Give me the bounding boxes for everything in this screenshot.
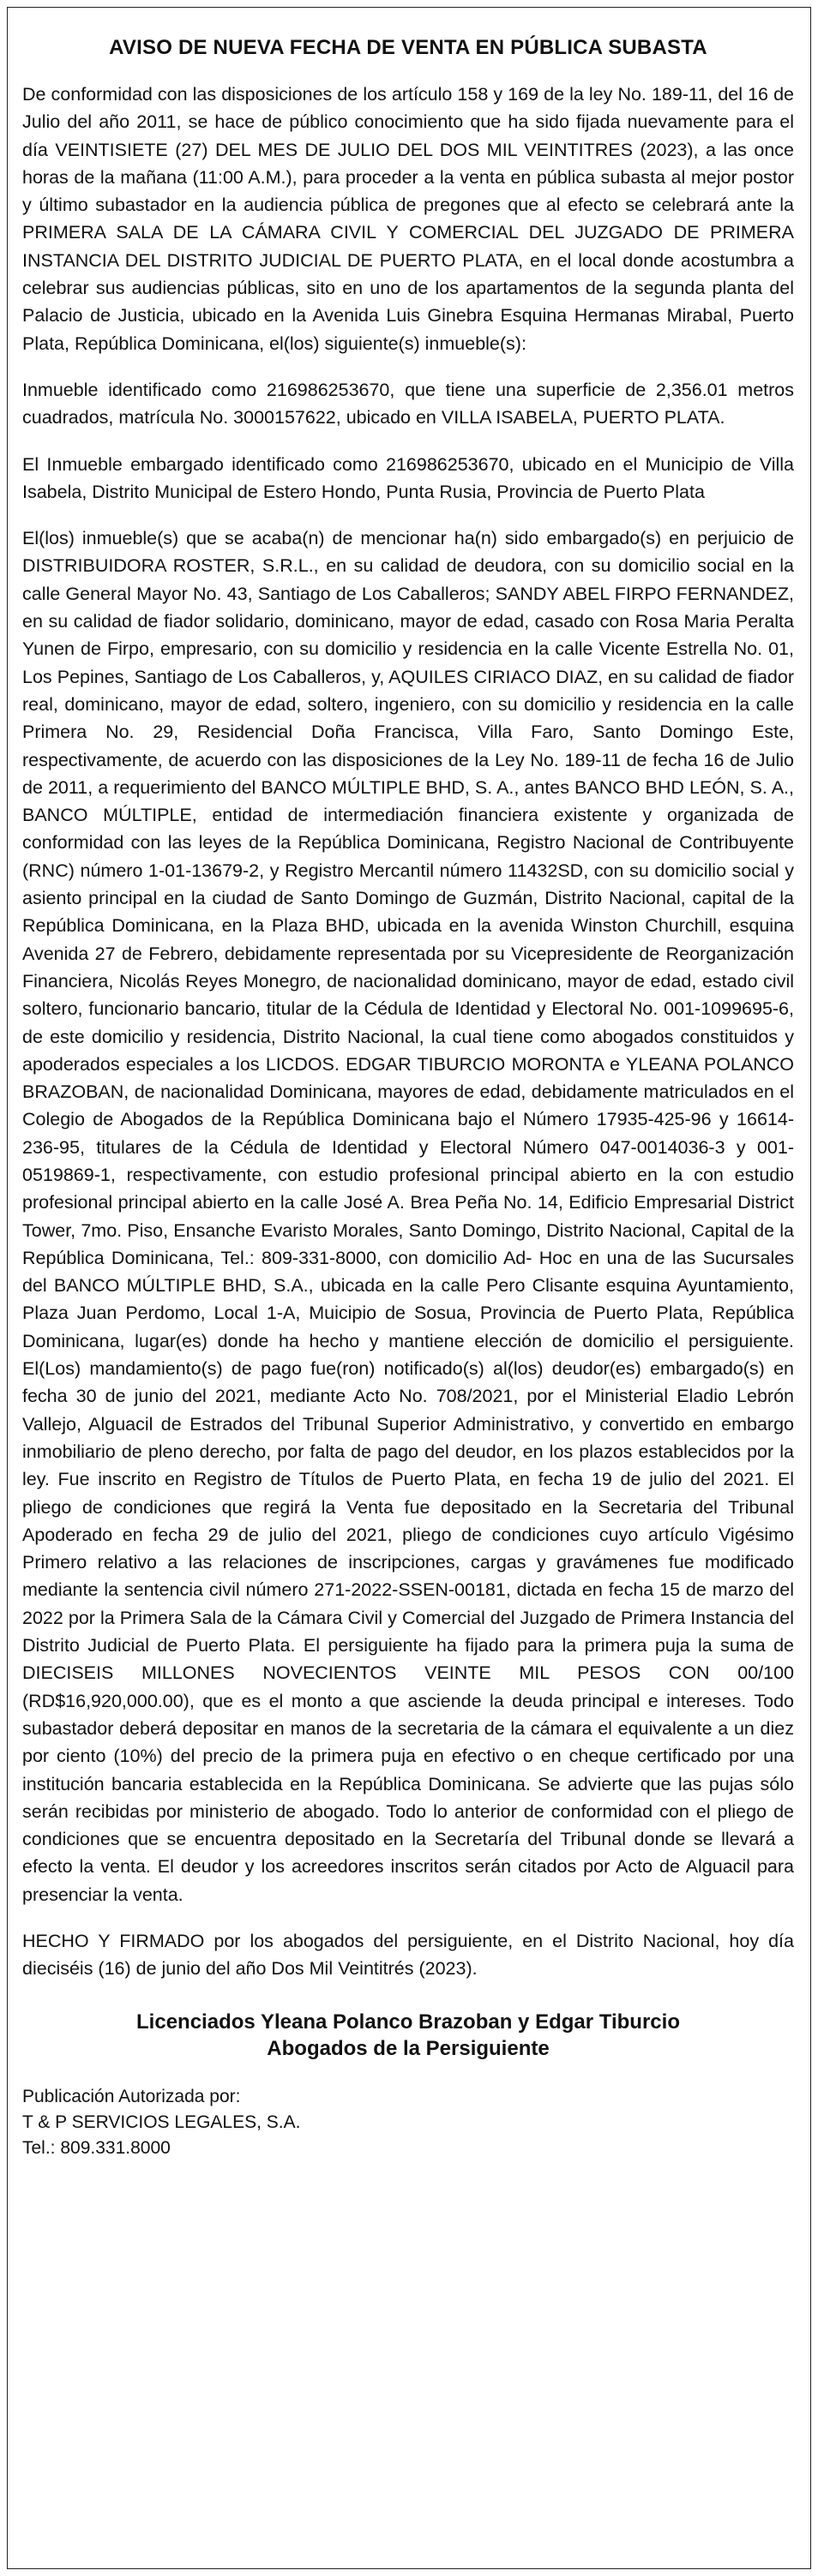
publication-info bbox=[22, 2084, 794, 2161]
signature-block bbox=[22, 2009, 794, 2062]
signature-names: Licenciados Yleana Polanco Brazoban y Edgar Tiburcio bbox=[136, 2010, 680, 2034]
publication-label: Publicación Autorizada por: bbox=[22, 2086, 241, 2106]
notice-title: AVISO DE NUEVA FECHA DE VENTA EN PÚBLICA SUBASTA bbox=[109, 36, 707, 59]
paragraph-signed: HECHO Y FIRMADO por los abogados del persiguiente, en el Distrito Nacional, hoy día dieciséis (16) de junio del año Dos Mil Veintitrés (2023). bbox=[22, 1931, 794, 1980]
paragraph-sale-date: De conformidad con las disposiciones de los artículo 158 y 169 de la ley No. 189-11, del 16 de Julio del año 2011, se hace de público conocimiento que ha sido fijada nuevamente para el día VEINTISIETE (27) DEL MES DE JULIO DEL DOS MIL VEINTITRES (2023), a las once horas de la mañana (11:00 A.M.), para proceder a la venta en pública subasta al mejor postor y último subastador en la audiencia pública de pregones que al efecto se celebrará ante la PRIMERA SALA DE LA CÁMARA CIVIL Y COMERCIAL DEL JUZGADO DE PRIMERA INSTANCIA DEL DISTRITO JUDICIAL DE PUERTO PLATA, en el local donde acostumbra a celebrar sus audiencias públicas, sito en uno de los apartamentos de la segunda planta del Palacio de Justicia, ubicado en la Avenida Luis Ginebra Esquina Hermanas Mirabal, Puerto Plata, República Dominicana, el(los) siguiente(s) inmueble(s): bbox=[22, 84, 794, 354]
legal-notice bbox=[22, 34, 794, 2161]
paragraph-property-id: Inmueble identificado como 216986253670, que tiene una superficie de 2,356.01 metros cuadrados, matrícula No. 3000157622, ubicado en VILLA ISABELA, PUERTO PLATA. bbox=[22, 379, 794, 428]
paragraph-seizure-details: El(los) inmueble(s) que se acaba(n) de mencionar ha(n) sido embargado(s) en perjuicio de DISTRIBUIDORA ROSTER, S.R.L., en su calidad de deudora, con su domicilio social en la calle General Mayor No. 43, Santiago de Los Caballeros; SANDY ABEL FIRPO FERNANDEZ, en su calidad de fiador solidario, dominicano, mayor de edad, casado con Rosa Maria Peralta Yunen de Firpo, empresario, con su domicilio y residencia en la calle Vicente Estrella No. 01, Los Pepines, Santiago de Los Caballeros, y, AQUILES CIRIACO DIAZ, en su calidad de fiador real, dominicano, mayor de edad, soltero, ingeniero, con su domicilio y residencia en la calle Primera No. 29, Residencial Doña Francisca, Villa Faro, Santo Domingo Este, respectivamente, de acuerdo con las disposiciones de la Ley No. 189-11 de fecha 16 de Julio de 2011, a requerimiento del BANCO MÚLTIPLE BHD, S. A., antes BANCO BHD LEÓN, S. A., BANCO MÚLTIPLE, entidad de intermediación financiera existente y organizada de conformidad con las leyes de la República Dominicana, Registro Nacional de Contribuyente (RNC) número 1-01-13679-2, y Registro Mercantil número 11432SD, con su domicilio social y asiento principal en la ciudad de Santo Domingo de Guzmán, Distrito Nacional, capital de la República Dominicana, en la Plaza BHD, ubicada en la avenida Winston Churchill, esquina Avenida 27 de Febrero, debidamente representada por su Vicepresidente de Reorganización Financiera, Nicolás Reyes Monegro, de nacionalidad dominicano, mayor de edad, estado civil soltero, funcionario bancario, titular de la Cédula de Identidad y Electoral No. 001-1099695-6, de este domicilio y residencia, Distrito Nacional, la cual tiene como abogados constituidos y apoderados especiales a los LICDOS. EDGAR TIBURCIO MORONTA e YLEANA POLANCO BRAZOBAN, de nacionalidad Dominicana, mayores de edad, debidamente matriculados en el Colegio de Abogados de la República Dominicana bajo el Número 17935-425-96 y 16614-236-95, titulares de la Cédula de Identidad y Electoral Número 047-0014036-3 y 001-0519869-1, respectivamente, con estudio profesional principal abierto en la con estudio profesional principal abierto en la calle José A. Brea Peña No. 14, Edificio Empresarial District Tower, 7mo. Piso, Ensanche Evaristo Morales, Santo Domingo, Distrito Nacional, Capital de la República Dominicana, Tel.: 809-331-8000, con domicilio Ad- Hoc en una de las Sucursales del BANCO MÚLTIPLE BHD, S.A., ubicada en la calle Pero Clisante esquina Ayuntamiento, Plaza Juan Perdomo, Local 1-A, Muicipio de Sosua, Provincia de Puerto Plata, República Dominicana, lugar(es) donde ha hecho y mantiene elección de domicilio el persiguiente. El(Los) mandamiento(s) de pago fue(ron) notificado(s) al(los) deudor(es) embargado(s) en fecha 30 de junio del 2021, mediante Acto No. 708/2021, por el Ministerial Eladio Lebrón Vallejo, Alguacil de Estrados del Tribunal Superior Administrativo, y convertido en embargo inmobiliario de pleno derecho, por falta de pago del deudor, en los plazos establecidos por la ley. Fue inscrito en Registro de Títulos de Puerto Plata, en fecha 19 de julio del 2021. El pliego de condiciones que regirá la Venta fue depositado en la Secretaria del Tribunal Apoderado en fecha 29 de julio del 2021, pliego de condiciones cuyo artículo Vigésimo Primero relativo a las relaciones de inscripciones, cargas y gravámenes fue modificado mediante la sentencia civil número 271-2022-SSEN-00181, dictada en fecha 15 de marzo del 2022 por la Primera Sala de la Cámara Civil y Comercial del Juzgado de Primera Instancia del Distrito Judicial de Puerto Plata. El persiguiente ha fijado para la primera puja la suma de DIECISEIS MILLONES NOVECIENTOS VEINTE MIL PESOS CON 00/100 (RD$16,920,000.00), que es el monto a que asciende la deuda principal e intereses. Todo subastador deberá depositar en manos de la secretaria de la cámara el equivalente a un diez por ciento (10%) del precio de la primera puja en efectivo o en cheque certificado por una institución bancaria establecida en la República Dominicana. Se advierte que las pujas sólo serán recibidas por ministerio de abogado. Todo lo anterior de conformidad con el pliego de condiciones que se encuentra depositado en la Secretaría del Tribunal donde se llevará a efecto la venta. El deudor y los acreedores inscritos serán citados por Acto de Alguacil para presenciar la venta. bbox=[22, 528, 794, 1905]
publication-company: T & P SERVICIOS LEGALES, S.A. bbox=[22, 2112, 301, 2132]
publication-phone: Tel.: 809.331.8000 bbox=[22, 2137, 171, 2158]
paragraph-property-location: El Inmueble embargado identificado como 216986253670, ubicado en el Municipio de Villa Isabela, Distrito Municipal de Estero Hondo, Punta Rusia, Provincia de Puerto Plata bbox=[22, 453, 794, 502]
signature-role: Abogados de la Persiguiente bbox=[267, 2036, 550, 2060]
